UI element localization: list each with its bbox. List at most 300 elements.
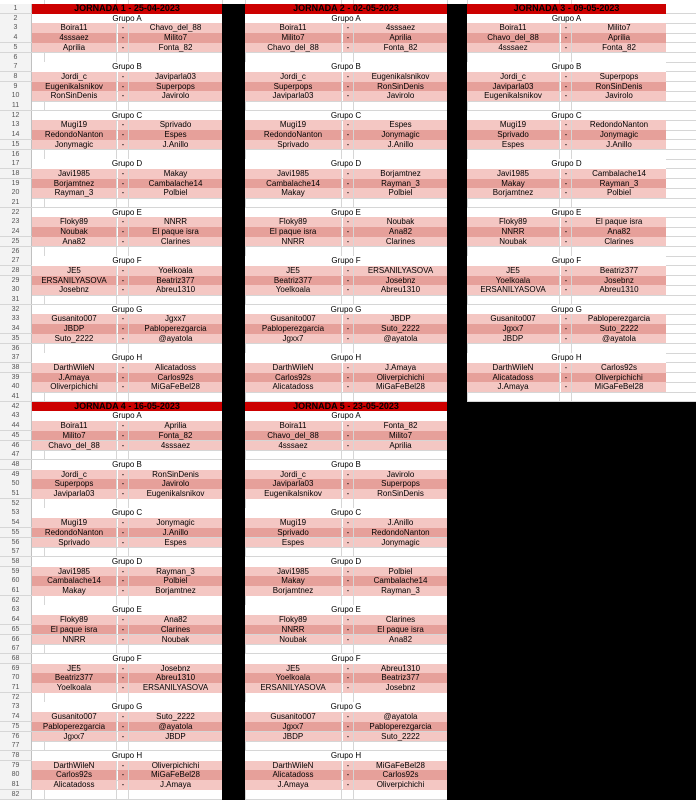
away-team-cell[interactable]: Javirolo <box>572 91 666 101</box>
away-team-cell[interactable]: Alicatadoss <box>129 363 222 373</box>
home-team-cell[interactable]: Noubak <box>245 635 341 645</box>
row-header[interactable]: 82 <box>0 790 32 800</box>
vs-dash-cell[interactable]: - <box>118 518 128 528</box>
home-team-cell[interactable]: Gusanito007 <box>245 314 341 324</box>
vs-dash-cell[interactable]: - <box>343 324 353 334</box>
vs-dash-cell[interactable]: - <box>561 179 571 189</box>
vs-dash-cell[interactable]: - <box>343 635 353 645</box>
home-team-cell[interactable]: Javi1985 <box>467 169 559 179</box>
home-team-cell[interactable]: Noubak <box>32 227 116 237</box>
home-team-cell[interactable]: JE5 <box>245 266 341 276</box>
away-team-cell[interactable]: Superpops <box>354 479 447 489</box>
away-team-cell[interactable]: 4sssaez <box>354 23 447 33</box>
vs-dash-cell[interactable]: - <box>561 382 571 392</box>
row-header[interactable]: 80 <box>0 770 32 780</box>
home-team-cell[interactable]: NNRR <box>32 635 116 645</box>
group-label[interactable]: Grupo B <box>32 62 222 72</box>
group-label[interactable]: Grupo E <box>32 605 222 615</box>
home-team-cell[interactable]: JE5 <box>32 664 116 674</box>
group-label[interactable]: Grupo G <box>467 305 666 315</box>
away-team-cell[interactable]: Espes <box>129 538 222 548</box>
home-team-cell[interactable]: Mugi19 <box>245 120 341 130</box>
vs-dash-cell[interactable]: - <box>343 770 353 780</box>
home-team-cell[interactable]: DarthWileN <box>467 363 559 373</box>
away-team-cell[interactable]: Rayman_3 <box>129 567 222 577</box>
away-team-cell[interactable]: RonSinDenis <box>572 82 666 92</box>
home-team-cell[interactable]: Carlos92s <box>245 373 341 383</box>
row-header[interactable]: 58 <box>0 557 32 567</box>
row-header[interactable]: 33 <box>0 314 32 324</box>
vs-dash-cell[interactable]: - <box>118 615 128 625</box>
home-team-cell[interactable]: Eugenikalsnikov <box>245 489 341 499</box>
group-label[interactable]: Grupo D <box>245 159 447 169</box>
vs-dash-cell[interactable]: - <box>343 489 353 499</box>
away-team-cell[interactable]: Carlos92s <box>129 373 222 383</box>
vs-dash-cell[interactable]: - <box>561 373 571 383</box>
away-team-cell[interactable]: JBDP <box>354 314 447 324</box>
vs-dash-cell[interactable]: - <box>118 538 128 548</box>
vs-dash-cell[interactable]: - <box>118 722 128 732</box>
row-header[interactable]: 17 <box>0 159 32 169</box>
vs-dash-cell[interactable]: - <box>343 140 353 150</box>
home-team-cell[interactable]: Superpops <box>245 82 341 92</box>
vs-dash-cell[interactable]: - <box>343 120 353 130</box>
away-team-cell[interactable]: Ana82 <box>129 615 222 625</box>
away-team-cell[interactable]: Clarines <box>129 237 222 247</box>
vs-dash-cell[interactable]: - <box>118 770 128 780</box>
group-label[interactable]: Grupo G <box>32 702 222 712</box>
vs-dash-cell[interactable]: - <box>343 732 353 742</box>
group-label[interactable]: Grupo B <box>467 62 666 72</box>
away-team-cell[interactable]: Clarines <box>354 615 447 625</box>
vs-dash-cell[interactable]: - <box>343 130 353 140</box>
away-team-cell[interactable]: Polbiel <box>572 188 666 198</box>
row-header[interactable]: 77 <box>0 741 32 751</box>
row-header[interactable]: 61 <box>0 586 32 596</box>
home-team-cell[interactable]: Aprilia <box>32 43 116 53</box>
away-team-cell[interactable]: J.Anillo <box>129 528 222 538</box>
home-team-cell[interactable]: RedondoNanton <box>32 130 116 140</box>
away-team-cell[interactable]: Rayman_3 <box>354 586 447 596</box>
vs-dash-cell[interactable]: - <box>343 72 353 82</box>
vs-dash-cell[interactable]: - <box>343 314 353 324</box>
vs-dash-cell[interactable]: - <box>343 373 353 383</box>
vs-dash-cell[interactable]: - <box>343 179 353 189</box>
vs-dash-cell[interactable]: - <box>118 227 128 237</box>
away-team-cell[interactable]: Aprilia <box>129 421 222 431</box>
home-team-cell[interactable]: JE5 <box>32 266 116 276</box>
group-label[interactable]: Grupo D <box>32 557 222 567</box>
home-team-cell[interactable]: Pabloperezgarcia <box>245 324 341 334</box>
away-team-cell[interactable]: Oliverpichichi <box>354 373 447 383</box>
away-team-cell[interactable]: J.Amaya <box>129 780 222 790</box>
home-team-cell[interactable]: J.Amaya <box>245 780 341 790</box>
away-team-cell[interactable]: Carlos92s <box>354 770 447 780</box>
group-label[interactable]: Grupo D <box>467 159 666 169</box>
home-team-cell[interactable]: NNRR <box>467 227 559 237</box>
home-team-cell[interactable]: Sprivado <box>32 538 116 548</box>
group-label[interactable]: Grupo E <box>32 208 222 218</box>
vs-dash-cell[interactable]: - <box>343 33 353 43</box>
home-team-cell[interactable]: Eugenikalsnikov <box>467 91 559 101</box>
row-header[interactable]: 24 <box>0 227 32 237</box>
group-label[interactable]: Grupo G <box>245 305 447 315</box>
row-header[interactable]: 67 <box>0 644 32 654</box>
group-label[interactable]: Grupo H <box>245 751 447 761</box>
away-team-cell[interactable]: Suto_2222 <box>572 324 666 334</box>
home-team-cell[interactable]: ERSANILYASOVA <box>467 285 559 295</box>
vs-dash-cell[interactable]: - <box>343 237 353 247</box>
home-team-cell[interactable]: Gusanito007 <box>32 314 116 324</box>
home-team-cell[interactable]: Javiparla03 <box>245 91 341 101</box>
away-team-cell[interactable]: Noubak <box>129 635 222 645</box>
away-team-cell[interactable]: Espes <box>354 120 447 130</box>
home-team-cell[interactable]: Espes <box>245 538 341 548</box>
vs-dash-cell[interactable]: - <box>118 576 128 586</box>
home-team-cell[interactable]: Javi1985 <box>32 567 116 577</box>
row-header[interactable]: 32 <box>0 305 32 315</box>
home-team-cell[interactable]: Boira11 <box>467 23 559 33</box>
home-team-cell[interactable]: Javiparla03 <box>467 82 559 92</box>
home-team-cell[interactable]: Chavo_del_88 <box>245 431 341 441</box>
row-header[interactable]: 50 <box>0 479 32 489</box>
row-header[interactable]: 7 <box>0 62 32 72</box>
home-team-cell[interactable]: JBDP <box>467 334 559 344</box>
home-team-cell[interactable]: Cambalache14 <box>245 179 341 189</box>
away-team-cell[interactable]: Javirolo <box>129 91 222 101</box>
away-team-cell[interactable]: Espes <box>129 130 222 140</box>
row-header[interactable]: 27 <box>0 256 32 266</box>
away-team-cell[interactable]: @ayatola <box>354 334 447 344</box>
vs-dash-cell[interactable]: - <box>343 82 353 92</box>
row-header[interactable]: 12 <box>0 111 32 121</box>
row-header[interactable]: 36 <box>0 344 32 354</box>
away-team-cell[interactable]: Polbiel <box>129 576 222 586</box>
vs-dash-cell[interactable]: - <box>343 576 353 586</box>
row-header[interactable]: 63 <box>0 605 32 615</box>
away-team-cell[interactable]: J.Anillo <box>354 518 447 528</box>
group-label[interactable]: Grupo G <box>245 702 447 712</box>
home-team-cell[interactable]: Ana82 <box>32 237 116 247</box>
away-team-cell[interactable]: @ayatola <box>354 712 447 722</box>
row-header[interactable]: 51 <box>0 489 32 499</box>
home-team-cell[interactable]: JBDP <box>245 732 341 742</box>
away-team-cell[interactable]: Cambalache14 <box>129 179 222 189</box>
home-team-cell[interactable]: Jordi_c <box>467 72 559 82</box>
row-header[interactable]: 13 <box>0 120 32 130</box>
row-header[interactable]: 41 <box>0 392 32 402</box>
group-label[interactable]: Grupo H <box>245 353 447 363</box>
home-team-cell[interactable]: NNRR <box>245 237 341 247</box>
away-team-cell[interactable]: Borjamtnez <box>354 169 447 179</box>
home-team-cell[interactable]: DarthWileN <box>32 761 116 771</box>
vs-dash-cell[interactable]: - <box>343 567 353 577</box>
home-team-cell[interactable]: RedondoNanton <box>32 528 116 538</box>
home-team-cell[interactable]: Mugi19 <box>32 518 116 528</box>
vs-dash-cell[interactable]: - <box>561 91 571 101</box>
home-team-cell[interactable]: Floky89 <box>245 615 341 625</box>
vs-dash-cell[interactable]: - <box>343 266 353 276</box>
row-header[interactable]: 73 <box>0 702 32 712</box>
home-team-cell[interactable]: NNRR <box>245 625 341 635</box>
group-label[interactable]: Grupo C <box>467 111 666 121</box>
home-team-cell[interactable]: Yoelkoala <box>32 683 116 693</box>
row-header[interactable]: 47 <box>0 450 32 460</box>
row-header[interactable]: 59 <box>0 567 32 577</box>
group-label[interactable]: Grupo A <box>32 14 222 24</box>
vs-dash-cell[interactable]: - <box>561 120 571 130</box>
row-header[interactable]: 10 <box>0 91 32 101</box>
home-team-cell[interactable]: Eugenikalsnikov <box>32 82 116 92</box>
home-team-cell[interactable]: Boira11 <box>245 421 341 431</box>
row-header[interactable]: 53 <box>0 508 32 518</box>
home-team-cell[interactable]: 4sssaez <box>32 33 116 43</box>
away-team-cell[interactable]: El paque isra <box>129 227 222 237</box>
away-team-cell[interactable]: Josebnz <box>354 276 447 286</box>
row-header[interactable]: 81 <box>0 780 32 790</box>
away-team-cell[interactable]: @ayatola <box>129 334 222 344</box>
home-team-cell[interactable]: Milito7 <box>32 431 116 441</box>
home-team-cell[interactable]: Boira11 <box>32 23 116 33</box>
vs-dash-cell[interactable]: - <box>343 586 353 596</box>
vs-dash-cell[interactable]: - <box>118 276 128 286</box>
home-team-cell[interactable]: Milito7 <box>245 33 341 43</box>
away-team-cell[interactable]: Eugenikalsnikov <box>129 489 222 499</box>
vs-dash-cell[interactable]: - <box>561 227 571 237</box>
row-header[interactable]: 1 <box>0 4 32 14</box>
vs-dash-cell[interactable]: - <box>561 33 571 43</box>
row-header[interactable]: 2 <box>0 14 32 24</box>
vs-dash-cell[interactable]: - <box>561 140 571 150</box>
row-header[interactable]: 22 <box>0 208 32 218</box>
vs-dash-cell[interactable]: - <box>118 479 128 489</box>
home-team-cell[interactable]: 4sssaez <box>467 43 559 53</box>
row-header[interactable]: 78 <box>0 751 32 761</box>
vs-dash-cell[interactable]: - <box>343 712 353 722</box>
row-header[interactable]: 25 <box>0 237 32 247</box>
home-team-cell[interactable]: DarthWileN <box>245 363 341 373</box>
vs-dash-cell[interactable]: - <box>118 586 128 596</box>
vs-dash-cell[interactable]: - <box>118 635 128 645</box>
vs-dash-cell[interactable]: - <box>118 169 128 179</box>
row-header[interactable]: 57 <box>0 547 32 557</box>
row-header[interactable]: 44 <box>0 421 32 431</box>
away-team-cell[interactable]: Pabloperezgarcia <box>354 722 447 732</box>
vs-dash-cell[interactable]: - <box>343 334 353 344</box>
home-team-cell[interactable]: Alicatadoss <box>32 780 116 790</box>
group-label[interactable]: Grupo F <box>245 654 447 664</box>
home-team-cell[interactable]: Makay <box>467 179 559 189</box>
away-team-cell[interactable]: Abreu1310 <box>129 673 222 683</box>
away-team-cell[interactable]: RedondoNanton <box>572 120 666 130</box>
vs-dash-cell[interactable]: - <box>561 188 571 198</box>
home-team-cell[interactable]: Jordi_c <box>32 470 116 480</box>
home-team-cell[interactable]: JE5 <box>245 664 341 674</box>
away-team-cell[interactable]: ERSANILYASOVA <box>129 683 222 693</box>
home-team-cell[interactable]: RedondoNanton <box>245 130 341 140</box>
home-team-cell[interactable]: Borjamtnez <box>245 586 341 596</box>
row-header[interactable]: 69 <box>0 664 32 674</box>
vs-dash-cell[interactable]: - <box>343 528 353 538</box>
round-header[interactable]: JORNADA 4 - 16-05-2023 <box>32 402 222 412</box>
vs-dash-cell[interactable]: - <box>343 421 353 431</box>
row-header[interactable]: 43 <box>0 411 32 421</box>
away-team-cell[interactable]: Fonta_82 <box>129 43 222 53</box>
away-team-cell[interactable]: Jonymagic <box>129 518 222 528</box>
vs-dash-cell[interactable]: - <box>118 217 128 227</box>
vs-dash-cell[interactable]: - <box>118 625 128 635</box>
vs-dash-cell[interactable]: - <box>118 421 128 431</box>
vs-dash-cell[interactable]: - <box>118 664 128 674</box>
home-team-cell[interactable]: JBDP <box>32 324 116 334</box>
away-team-cell[interactable]: Aprilia <box>354 33 447 43</box>
round-header[interactable]: JORNADA 2 - 02-05-2023 <box>245 4 447 14</box>
group-label[interactable]: Grupo A <box>245 14 447 24</box>
home-team-cell[interactable]: Jordi_c <box>32 72 116 82</box>
vs-dash-cell[interactable]: - <box>118 33 128 43</box>
vs-dash-cell[interactable]: - <box>561 276 571 286</box>
vs-dash-cell[interactable]: - <box>343 188 353 198</box>
vs-dash-cell[interactable]: - <box>343 227 353 237</box>
home-team-cell[interactable]: Javi1985 <box>245 169 341 179</box>
vs-dash-cell[interactable]: - <box>343 431 353 441</box>
home-team-cell[interactable]: Jordi_c <box>245 470 341 480</box>
home-team-cell[interactable]: Yoelkoala <box>467 276 559 286</box>
home-team-cell[interactable]: Noubak <box>467 237 559 247</box>
home-team-cell[interactable]: ERSANILYASOVA <box>245 683 341 693</box>
home-team-cell[interactable]: Borjamtnez <box>32 179 116 189</box>
away-team-cell[interactable]: Josebnz <box>354 683 447 693</box>
home-team-cell[interactable]: Javiparla03 <box>32 489 116 499</box>
vs-dash-cell[interactable]: - <box>118 382 128 392</box>
group-label[interactable]: Grupo C <box>245 508 447 518</box>
row-header[interactable]: 60 <box>0 576 32 586</box>
home-team-cell[interactable]: ERSANILYASOVA <box>32 276 116 286</box>
row-header[interactable]: 66 <box>0 635 32 645</box>
group-label[interactable]: Grupo A <box>245 411 447 421</box>
vs-dash-cell[interactable]: - <box>343 625 353 635</box>
group-label[interactable]: Grupo H <box>467 353 666 363</box>
home-team-cell[interactable]: Jgxx7 <box>32 732 116 742</box>
home-team-cell[interactable]: Chavo_del_88 <box>467 33 559 43</box>
away-team-cell[interactable]: Beatriz377 <box>129 276 222 286</box>
away-team-cell[interactable]: MiGaFeBel28 <box>129 382 222 392</box>
away-team-cell[interactable]: @ayatola <box>572 334 666 344</box>
row-header[interactable]: 46 <box>0 441 32 451</box>
home-team-cell[interactable]: Makay <box>245 576 341 586</box>
away-team-cell[interactable]: Milito7 <box>354 431 447 441</box>
vs-dash-cell[interactable]: - <box>118 82 128 92</box>
away-team-cell[interactable]: J.Anillo <box>572 140 666 150</box>
away-team-cell[interactable]: Clarines <box>129 625 222 635</box>
away-team-cell[interactable]: Josebnz <box>129 664 222 674</box>
away-team-cell[interactable]: Superpops <box>129 82 222 92</box>
row-header[interactable]: 35 <box>0 334 32 344</box>
away-team-cell[interactable]: Ana82 <box>354 227 447 237</box>
row-header[interactable]: 14 <box>0 130 32 140</box>
vs-dash-cell[interactable]: - <box>118 72 128 82</box>
vs-dash-cell[interactable]: - <box>343 683 353 693</box>
vs-dash-cell[interactable]: - <box>561 72 571 82</box>
home-team-cell[interactable]: Yoelkoala <box>245 673 341 683</box>
vs-dash-cell[interactable]: - <box>343 664 353 674</box>
home-team-cell[interactable]: Josebnz <box>32 285 116 295</box>
vs-dash-cell[interactable]: - <box>343 518 353 528</box>
row-header[interactable]: 23 <box>0 217 32 227</box>
row-header[interactable]: 38 <box>0 363 32 373</box>
row-header[interactable]: 68 <box>0 654 32 664</box>
home-team-cell[interactable]: Gusanito007 <box>32 712 116 722</box>
home-team-cell[interactable]: Gusanito007 <box>245 712 341 722</box>
away-team-cell[interactable]: Abreu1310 <box>354 285 447 295</box>
away-team-cell[interactable]: Abreu1310 <box>572 285 666 295</box>
away-team-cell[interactable]: Javirolo <box>354 470 447 480</box>
away-team-cell[interactable]: Jonymagic <box>354 538 447 548</box>
home-team-cell[interactable]: Alicatadoss <box>245 770 341 780</box>
home-team-cell[interactable]: Alicatadoss <box>245 382 341 392</box>
away-team-cell[interactable]: Milito7 <box>129 33 222 43</box>
vs-dash-cell[interactable]: - <box>561 363 571 373</box>
away-team-cell[interactable]: @ayatola <box>129 722 222 732</box>
vs-dash-cell[interactable]: - <box>118 130 128 140</box>
away-team-cell[interactable]: MiGaFeBel28 <box>129 770 222 780</box>
home-team-cell[interactable]: Jonymagic <box>32 140 116 150</box>
group-label[interactable]: Grupo B <box>245 62 447 72</box>
away-team-cell[interactable]: Clarines <box>354 237 447 247</box>
group-label[interactable]: Grupo F <box>32 654 222 664</box>
home-team-cell[interactable]: Borjamtnez <box>467 188 559 198</box>
vs-dash-cell[interactable]: - <box>343 276 353 286</box>
home-team-cell[interactable]: El paque isra <box>32 625 116 635</box>
vs-dash-cell[interactable]: - <box>118 673 128 683</box>
away-team-cell[interactable]: J.Anillo <box>354 140 447 150</box>
home-team-cell[interactable]: DarthWileN <box>245 761 341 771</box>
home-team-cell[interactable]: Beatriz377 <box>32 673 116 683</box>
home-team-cell[interactable]: Javi1985 <box>32 169 116 179</box>
home-team-cell[interactable]: Mugi19 <box>32 120 116 130</box>
home-team-cell[interactable]: Jgxx7 <box>467 324 559 334</box>
away-team-cell[interactable]: Borjamtnez <box>129 586 222 596</box>
row-header[interactable]: 70 <box>0 673 32 683</box>
vs-dash-cell[interactable]: - <box>343 43 353 53</box>
home-team-cell[interactable]: Alicatadoss <box>467 373 559 383</box>
vs-dash-cell[interactable]: - <box>561 314 571 324</box>
row-header[interactable]: 11 <box>0 101 32 111</box>
away-team-cell[interactable]: Carlos92s <box>572 363 666 373</box>
away-team-cell[interactable]: MiGaFeBel28 <box>354 761 447 771</box>
row-header[interactable]: 37 <box>0 353 32 363</box>
home-team-cell[interactable]: Sprivado <box>245 528 341 538</box>
vs-dash-cell[interactable]: - <box>118 179 128 189</box>
group-label[interactable]: Grupo H <box>32 751 222 761</box>
row-header[interactable]: 74 <box>0 712 32 722</box>
home-team-cell[interactable]: Jgxx7 <box>245 722 341 732</box>
away-team-cell[interactable]: Abreu1310 <box>354 664 447 674</box>
away-team-cell[interactable]: Aprilia <box>572 33 666 43</box>
row-header[interactable]: 54 <box>0 518 32 528</box>
vs-dash-cell[interactable]: - <box>118 683 128 693</box>
group-label[interactable]: Grupo G <box>32 305 222 315</box>
home-team-cell[interactable]: Cambalache14 <box>32 576 116 586</box>
vs-dash-cell[interactable]: - <box>343 538 353 548</box>
vs-dash-cell[interactable]: - <box>118 120 128 130</box>
vs-dash-cell[interactable]: - <box>343 479 353 489</box>
vs-dash-cell[interactable]: - <box>118 140 128 150</box>
vs-dash-cell[interactable]: - <box>343 91 353 101</box>
row-header[interactable]: 5 <box>0 43 32 53</box>
row-header[interactable]: 76 <box>0 732 32 742</box>
vs-dash-cell[interactable]: - <box>343 615 353 625</box>
